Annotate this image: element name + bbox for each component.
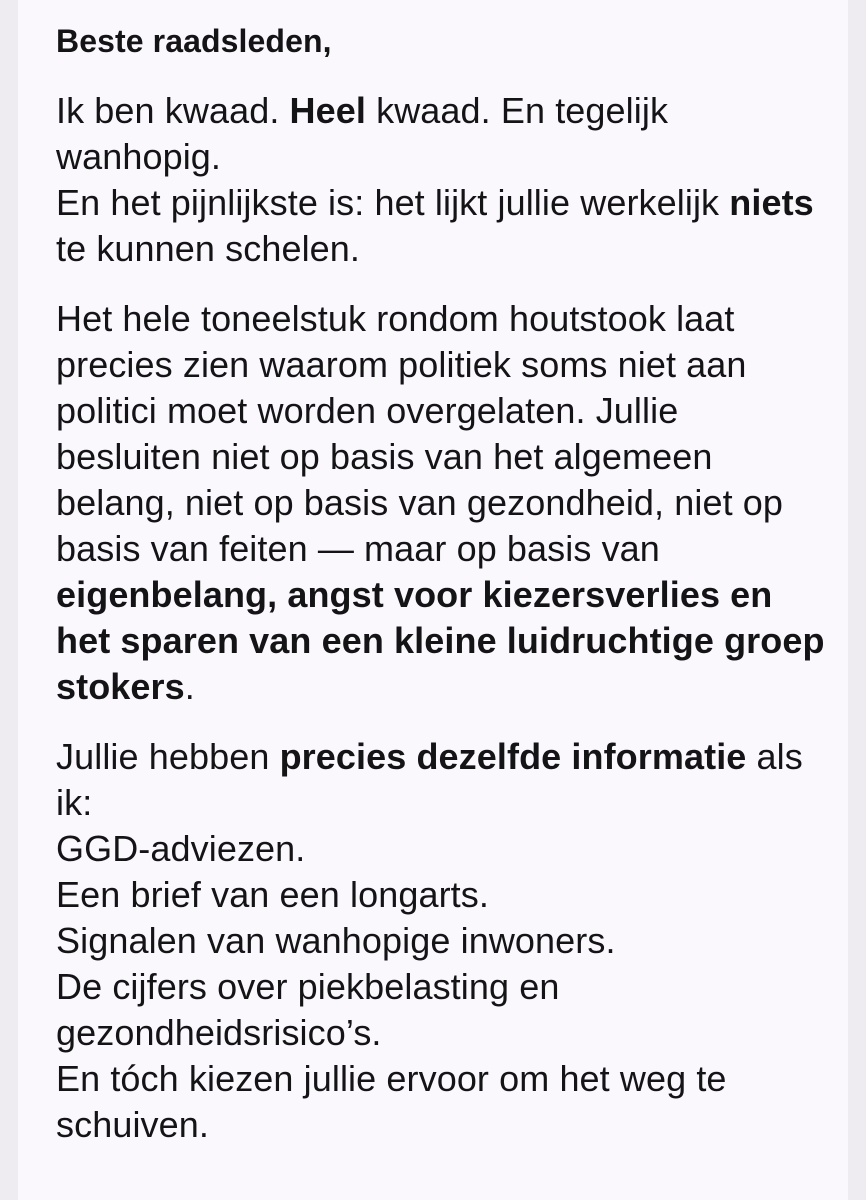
p1-s2-bold: niets	[729, 182, 814, 223]
p1-s2-end: te kunnen schelen.	[56, 228, 361, 269]
p2-bold: eigenbelang, angst voor kiezersverlies en het sparen van een kleine luidruchtige groep stokers	[56, 574, 825, 707]
letter-page	[18, 0, 848, 1200]
paragraph-3	[56, 734, 826, 1148]
p1-s1-bold: Heel	[289, 90, 366, 131]
list-item: De cijfers over piekbelasting en gezondheidsrisico’s.	[56, 966, 560, 1053]
p1-s1-end: kwaad. En tegelijk wanhopig.	[56, 90, 669, 177]
p3-intro	[56, 734, 826, 826]
greeting: Beste raadsleden,	[56, 23, 332, 59]
p3-intro-text: Jullie hebben	[56, 736, 280, 777]
list-item: Signalen van wanhopige inwoners.	[56, 920, 616, 961]
list-item: GGD-adviezen.	[56, 828, 306, 869]
paragraph-1	[56, 88, 826, 272]
p2-end: .	[184, 666, 195, 707]
p3-intro-end: als ik:	[56, 736, 803, 823]
p1-s1: Ik ben kwaad.	[56, 90, 290, 131]
p2-text: Het hele toneelstuk rondom houtstook laat precies zien waarom politiek soms niet aan politici moet worden overgelaten. Jullie besluiten niet op basis van het algemeen belang, niet op basis van gezondheid, niet op basis van feiten — maar op basis van	[56, 298, 784, 569]
p3-intro-bold: precies dezelfde informatie	[279, 736, 747, 777]
p1-line-2	[56, 180, 826, 272]
p1-s2: En het pijnlijkste is: het lijkt jullie werkelijk	[56, 182, 730, 223]
list-item: En tóch kiezen jullie ervoor om het weg te schuiven.	[56, 1058, 727, 1145]
letter-content	[56, 18, 826, 1172]
p1-line-1	[56, 88, 826, 180]
list-item: Een brief van een longarts.	[56, 874, 489, 915]
paragraph-2	[56, 296, 826, 710]
